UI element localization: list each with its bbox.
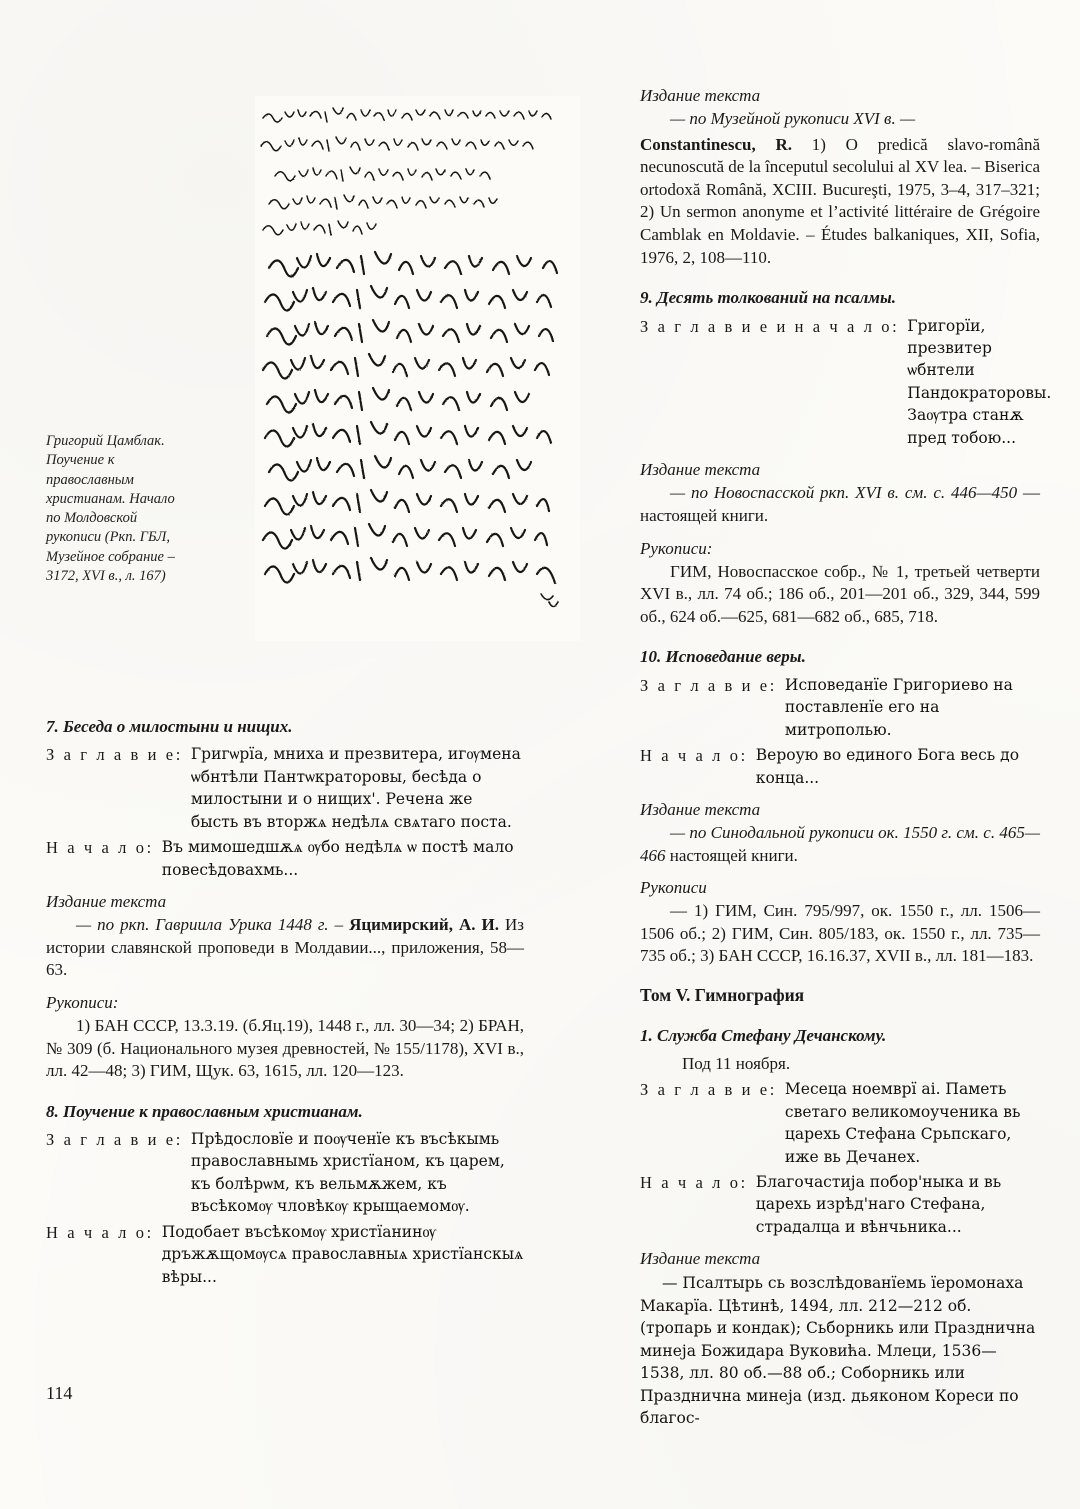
izdanie-body-top: 1) O predică slavo-română necunoscută de la începutul secolului al XV lea. – Biserica ortodoxă Română, XCIII. Bucureşti, 1975, 3–4, 317–321; 2) Un sermon anonyme et l’activité littéraire de Grégoire Camblak en Moldavie. – Études balkaniques, XII, Sofia, 1976, 2, 108—110. [640, 134, 1040, 267]
zaglavie-text: Прѣдословїе и поѹченїе къ въсѣкымь православнымь христїаном, къ царем, къ болѣрѡм, къ вельмѫжем, къ въсѣкомѹ чловѣкѹ крыщаемомѹ. [190, 1129, 505, 1216]
izdanie-author-top: Constantinescu, R. [640, 134, 792, 154]
section-heading-10: 10. Исповедание веры. [640, 647, 806, 667]
section-heading-9: 9. Десять толкований на псалмы. [640, 288, 896, 308]
izdanie-text-10 [640, 822, 1040, 867]
zaglavie-label: З а г л а в и е: [46, 745, 183, 765]
izdanie-source-9: — по Новоспасской ркп. XVI в. см. с. 446—450 [670, 483, 1018, 503]
entry-zaglavie-10 [640, 674, 1040, 741]
rukopisi-text-7: 1) БАН СССР, 13.3.19. (б.Яц.19), 1448 г., лл. 30—34; 2) БРАН, № 309 (б. Национального музея древностей, № 155/1178), XVI в., лл. 42—48; 3) ГИМ, Щук. 63, 1615, лл. 120—123. [46, 1015, 524, 1081]
rukopisi-text-9: ГИМ, Новоспасское собр., № 1, третьей четверти XVI в., лл. 74 об.; 186 об., 201—201 об., 329, 344, 599 об., 624 об.—625, 681—682 об., 685, 718. [640, 561, 1040, 626]
zaglavie-nachalo-label: З а г л а в и е и н а ч а л о: [640, 316, 900, 336]
zaglavie-text: Месеца ноемврї аі. Паметь светаго великомоученика вь царехь Стефана Срьпскаго, иже вь Дечанех. [784, 1080, 1021, 1166]
nachalo-label: Н а ч а л о: [640, 746, 748, 766]
entry-nachalo-10 [640, 744, 1040, 789]
entry-nachalo-7 [46, 836, 524, 881]
izdanie-label-9: Издание текста [640, 460, 761, 480]
izdanie-rest-9: — настоящей книги. [640, 483, 1040, 525]
nachalo-label: Н а ч а л о: [46, 1222, 154, 1242]
nachalo-label: Н а ч а л о: [46, 838, 154, 858]
zaglavie-nachalo-text: Григорїи, презвитер ѡбнтели Пандократоровы. Заѹтра станѫ пред тобою... [907, 316, 1052, 447]
izdanie-label-top: Издание текста [640, 86, 761, 105]
section-heading-7: 7. Беседа о милостыни и нищих. [46, 717, 293, 736]
zaglavie-text: Исповеданїе Григориево на поставленїе его на митрополью. [784, 675, 1013, 739]
entry-zaglavie-1 [640, 1078, 1040, 1168]
right-column [640, 86, 1052, 1430]
izdanie-label-10: Издание текста [640, 799, 761, 819]
section-heading-1: 1. Служба Стефану Дечанскому. [640, 1026, 887, 1046]
entry-zaglavie-7 [46, 743, 524, 833]
volume-title: Том V. Гимнография [640, 985, 805, 1006]
izdanie-source-7: — по ркп. Гавриила Урика 1448 г. – [76, 915, 350, 935]
izdanie-reference-top [640, 134, 1040, 270]
plate-caption: Григорий Цамблак. Поучение к православным христианам. Начало по Молдовской рукописи (Ркп. ГБЛ, Музейное собрание – 3172, XVI в., л. 167) [46, 433, 175, 584]
nachalo-text: Благочастија побор'ныка и вь царехь изрѣд'наго Стефана, страдалца и вѣнчьника... [755, 1173, 1002, 1236]
izdanie-text-1: — Псалтырь сь возслѣдованїемь їеромонаха Макарїа. Цѣтинѣ, 1494, лл. 212—212 об. (тропарь и кондак); Сьборникь или Празднична минеја Божидара Вуковића. Млеци, 1536—1538, лл. 80 об.—88 об.; Соборникь или Празднична минеја (изд. дьяконом Кореси по благос- [640, 1274, 1036, 1428]
zaglavie-label: З а г л а в и е: [640, 675, 777, 695]
left-column [46, 86, 524, 1290]
izdanie-text-7 [46, 914, 524, 982]
rukopisi-label-9: Рукописи: [640, 538, 713, 558]
entry-zaglavie-8 [46, 1128, 524, 1218]
rukopisi-label-10: Рукописи [640, 878, 707, 898]
nachalo-text: Подобает въсѣкомѹ христїанинѹ дръжѫщомѹсѧ православныѧ христїанскыѧ вѣры... [161, 1222, 524, 1286]
izdanie-label-7: Издание текста [46, 892, 167, 912]
entry-nachalo-1 [640, 1171, 1040, 1238]
izdanie-label-1: Издание текста [640, 1249, 761, 1269]
izdanie-source-10: — по Синодальной рукописи ок. 1550 г. см. с. 465—466 [640, 822, 1040, 865]
izdanie-text-9 [640, 482, 1040, 527]
zaglavie-text: Григѡрїа, мниха и презвитера, игѹмена ѡбнтѣли Пантѡкраторовы, бесѣда о милостыни и о нищих'. Речена же бысть въ вторжѧ недѣлѧ свѧтаго поста. [190, 745, 521, 831]
nachalo-text: Въ мимошедшѫѧ ѹбо недѣлѧ ѡ постѣ мало повесѣдовахмь... [161, 838, 514, 879]
page-number: 114 [46, 1383, 73, 1403]
izdanie-author-7: Яцимирский, А. И. [349, 915, 499, 935]
izdanie-rest-7: Из истории славянской проповеди в Молдавии..., приложения, 58—63. [46, 915, 524, 980]
izdanie-source-top: — по Музейной рукописи XVI в. — [670, 109, 916, 128]
nachalo-label: Н а ч а л о: [640, 1173, 748, 1193]
zaglavie-label: З а г л а в и е: [640, 1080, 777, 1100]
entry-nachalo-8 [46, 1221, 524, 1288]
rukopisi-text-10: — 1) ГИМ, Син. 795/997, ок. 1550 г., лл. 1506—1506 об.; 2) ГИМ, Син. 805/183, ок. 1550 г., лл. 735—735 об.; 3) БАН СССР, 16.16.37, XVII в., лл. 181—183. [640, 901, 1040, 966]
nachalo-text: Вероую во единого Бога весь до конца... [755, 746, 1020, 787]
section-heading-8: 8. Поучение к православным христианам. [46, 1101, 363, 1121]
section-subline-1: Под 11 ноября. [682, 1053, 791, 1073]
rukopisi-label-7: Рукописи: [46, 992, 119, 1012]
entry-zaglavie-nachalo-9 [640, 315, 1052, 450]
izdanie-rest-10: настоящей книги. [665, 845, 798, 865]
zaglavie-label: З а г л а в и е: [46, 1129, 183, 1149]
